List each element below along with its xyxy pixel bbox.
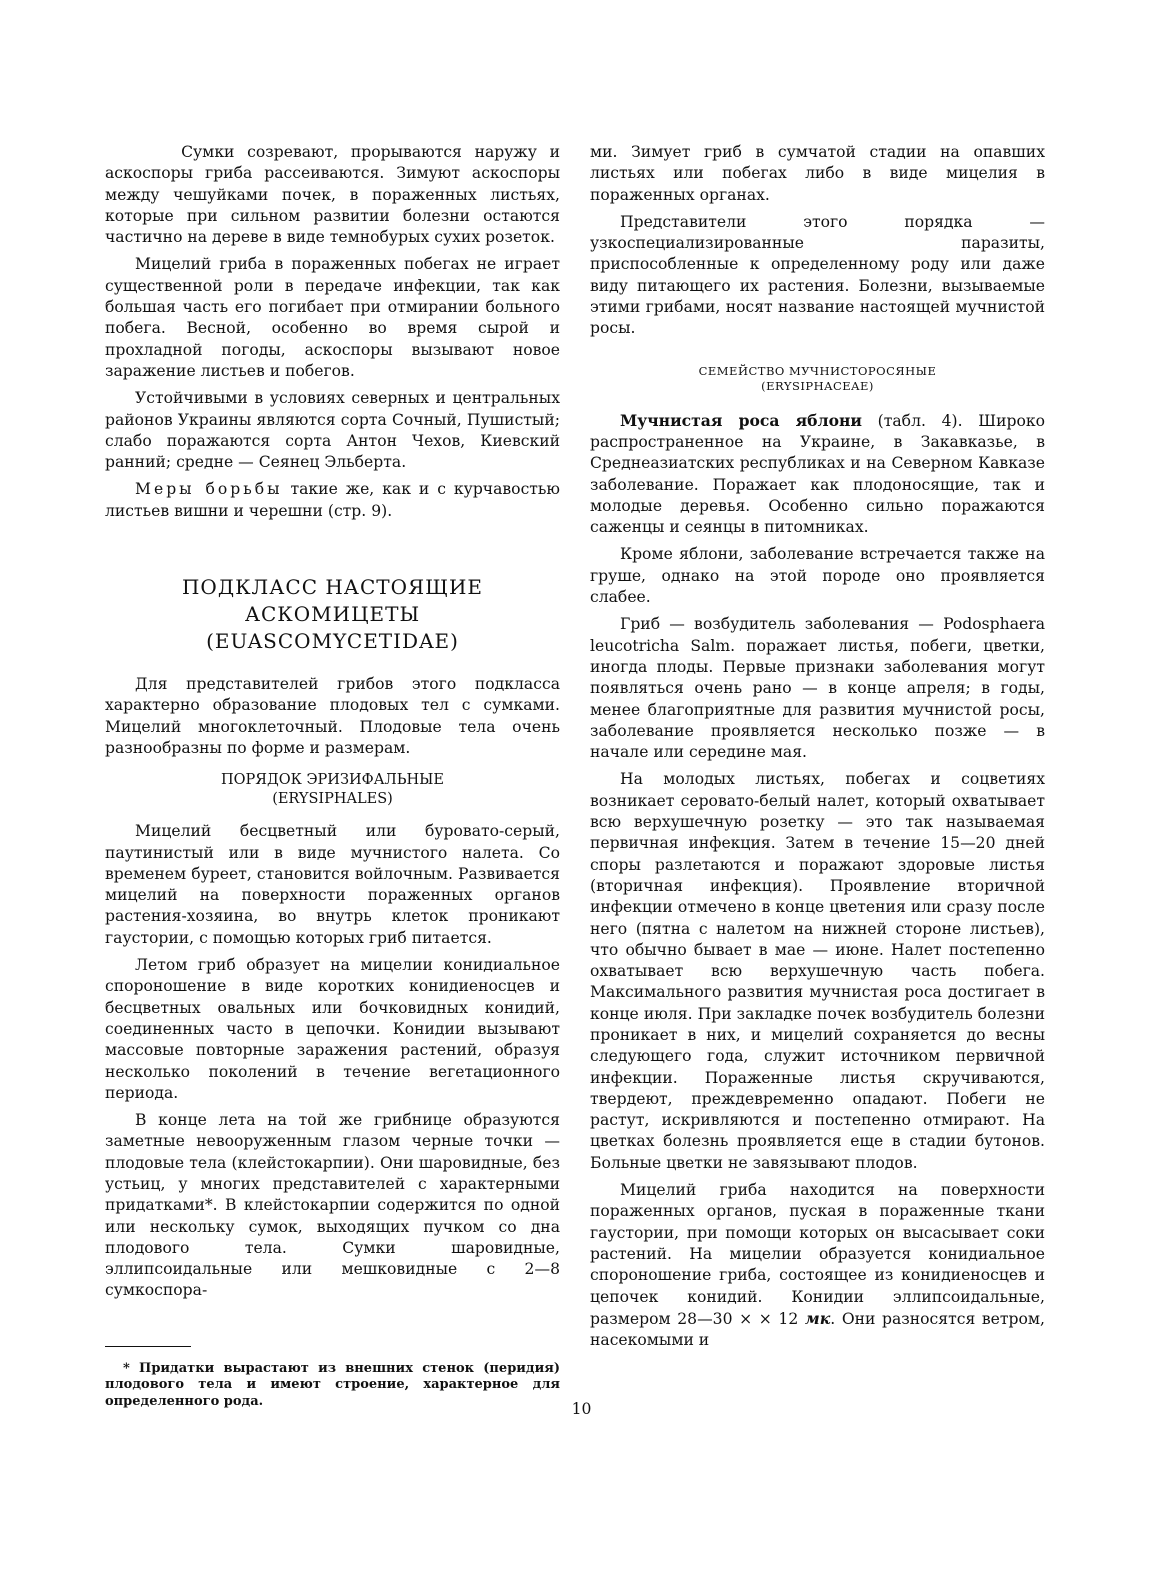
- paragraph-text: . Они разносятся ветром, насекомыми и: [590, 1309, 1045, 1350]
- paragraph: На молодых листьях, побегах и соцветиях возникает серовато-белый налет, который охватывает всю верхушечную розетку — это так называемая первичная инфекция. Затем в течение 15—20 дней споры разлетаются и поражают здоровые листья (вторичная инфекция). Проявление вторичной инфекции отмечено в конце цветения или сразу после него (пятна с налетом на нижней стороне листьев), что обычно бывает в мае — июне. Налет постепенно охватывает всю верхушечную часть побега. Максимального развития мучнистая роса достигает в конце июля. При закладке почек возбудитель болезни проникает в них, и мицелий сохраняется до весны следующего года, служит источником первичной инфекции. Пораженные листья скручиваются, твердеют, преждевременно опадают. Побеги не растут, искривляются и постепенно отмирают. На цветках болезнь проявляется еще в стадии бутонов. Больные цветки не завязывают плодов.: [590, 770, 1045, 1172]
- paragraph-text: такие же, как и с курчавостью листьев вишни и черешни (стр. 9).: [105, 480, 560, 520]
- family-heading-latin: (ERYSIPHACEAE): [761, 378, 874, 393]
- paragraph: В конце лета на той же грибнице образуются заметные невооруженным глазом черные точки — плодовые тела (клейстокарпии). Они шаровидные, без устьиц, у многих представителей с характерными придатками*. В клейстокарпии содержится по одной или нескольку сумок, выходящих пучком со дна плодового тела. Сумки шаровидные, эллипсоидальные или мешковидные с 2—8 сумкоспора-: [105, 1111, 560, 1300]
- paragraph-text: Мицелий гриба находится на поверхности пораженных органов, пуская в пораженные ткани гаустории, при помощи которых он высасывает соки растений. На мицелии образуется конидиальное спороношение гриба, состоящее из конидиеносцев и цепочек конидий. Конидии эллипсоидальные, размером 28—30 × × 12: [590, 1181, 1045, 1328]
- unit-label: мк: [804, 1308, 831, 1328]
- paragraph: ми. Зимует гриб в сумчатой стадии на опавших листьях или побегах либо в виде мицелия в пораженных органах.: [590, 143, 1045, 204]
- measures-label: Меры борьбы: [135, 480, 283, 499]
- family-heading: [590, 364, 1045, 394]
- paragraph: Мицелий гриба в пораженных побегах не играет существенной роли в передаче инфекции, так как большая часть его погибает при отмирании больного побега. Весной, особенно во время сырой и прохладной погоды, аскоспоры вызывают новое заражение листьев и побегов.: [105, 255, 560, 380]
- footnote-rule: [105, 1346, 191, 1347]
- order-heading: [105, 771, 560, 809]
- family-heading-title: СЕМЕЙСТВО МУЧНИСТОРОСЯНЫЕ: [698, 363, 937, 378]
- paragraph: [590, 1180, 1045, 1351]
- paragraph: Представители этого порядка — узкоспециализированные паразиты, приспособленные к определенному роду или даже виду питающего их растения. Болезни, вызываемые этими грибами, носят название настоящей мучнистой росы.: [590, 212, 1045, 338]
- page-number: 10: [571, 1400, 592, 1418]
- section-heading-latin: (EUASCOMYCETIDAE): [206, 629, 459, 654]
- paragraph: Гриб — возбудитель заболевания — Podosphaera leucotricha Salm. поражает листья, побеги, цветки, иногда плоды. Первые признаки заболевания могут появляться очень рано — в конце апреля; в годы, менее благоприятные для развития мучнистой росы, заболевание проявляется несколько позже — в начале или середине мая.: [590, 615, 1045, 762]
- paragraph: Мицелий бесцветный или буровато-серый, паутинистый или в виде мучнистого налета. Со временем буреет, становится войлочным. Развивается мицелий на поверхности пораженных органов растения-хозяина, во внутрь клеток проникают гаустории, с помощью которых гриб питается.: [105, 822, 560, 947]
- paragraph-text: (табл. 4). Широко распространенное на Украине, в Закавказье, в Среднеазиатских республиках и на Северном Кавказе заболевание. Поражает как плодоносящие, так и молодые деревья. Особенно сильно поражаются саженцы и сеянцы в питомниках.: [590, 411, 1045, 537]
- footnote: * Придатки вырастают из внешних стенок (перидия) плодового тела и имеют строение, характерное для определенного рода.: [105, 1360, 560, 1409]
- paragraph-text: Сумки созревают, прорываются наружу и аскоспоры гриба рассеиваются. Зимуют аскоспоры между чешуйками почек, в пораженных листьях, которые при сильном развитии болезни остаются частично на дереве в виде темнобурых сухих розеток.: [105, 143, 561, 247]
- paragraph: [105, 142, 560, 248]
- paragraph: [590, 410, 1045, 539]
- order-heading-title: ПОРЯДОК ЭРИЗИФАЛЬНЫЕ: [220, 772, 445, 789]
- order-heading-latin: (ERYSIPHALES): [272, 791, 393, 808]
- paragraph: Летом гриб образует на мицелии конидиальное спороношение в виде коротких конидиеносцев и бесцветных овальных или бочковидных конидий, соединенных часто в цепочки. Конидии вызывают массовые повторные заражения растений, образуя несколько поколений в течение вегетационного периода.: [105, 956, 560, 1102]
- disease-name: Мучнистая роса яблони: [620, 410, 862, 430]
- paragraph: Кроме яблони, заболевание встречается также на груше, однако на этой породе оно проявляется слабее.: [590, 545, 1045, 607]
- section-heading: [105, 574, 560, 655]
- paragraph: Устойчивыми в условиях северных и центральных районов Украины являются сорта Сочный, Пушистый; слабо поражаются сорта Антон Чехов, Киевский ранний; средне — Сеянец Эльберта.: [105, 389, 560, 472]
- paragraph: [105, 479, 560, 522]
- right-column: [590, 142, 1045, 1351]
- paragraph: Для представителей грибов этого подкласса характерно образование плодовых тел с сумками. Мицелий многоклеточный. Плодовые тела очень разнообразны по форме и размерам.: [105, 675, 560, 757]
- left-column: [105, 142, 560, 1410]
- section-heading-title: ПОДКЛАСС НАСТОЯЩИЕ АСКОМИЦЕТЫ: [181, 575, 484, 627]
